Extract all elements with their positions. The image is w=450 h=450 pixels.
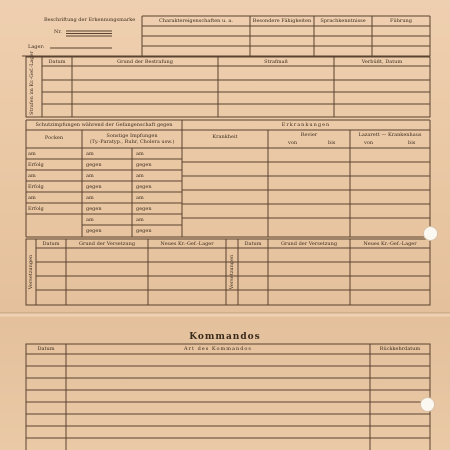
tag-label: Beschriftung der Erkennungsmarke — [44, 17, 136, 23]
vacc-col-other: Sonstige Impfungen — [106, 133, 158, 139]
vacc-row-b: gegen — [136, 184, 152, 190]
paper-fold — [0, 312, 450, 317]
vacc-row-label: Erfolg — [28, 162, 44, 168]
ill-lazarett-von: von — [364, 140, 374, 146]
punish-col-served: Verbüßt, Datum — [361, 59, 403, 65]
vacc-col-pocken: Pocken — [44, 135, 64, 141]
transfers-side-label-left: Versetzungen — [28, 254, 34, 290]
vacc-row-b: am — [136, 217, 144, 223]
transfers-side-label-right: Versetzungen — [229, 254, 235, 290]
vacc-row-label: am — [28, 151, 36, 157]
vacc-row-label: Erfolg — [28, 184, 44, 190]
col-abilities: Besondere Fähigkeiten — [252, 18, 312, 24]
commandos-title: Kommandos — [189, 332, 261, 342]
trans-col-reason-2: Grund der Versetzung — [280, 241, 338, 247]
vacc-row-label: am — [28, 173, 36, 179]
vacc-row-b: gegen — [136, 206, 152, 212]
trans-col-date: Datum — [42, 241, 60, 247]
cmd-col-type: Art des Kommandos — [184, 346, 252, 352]
ill-title: Erkrankungen — [281, 122, 331, 128]
vacc-row-a: gegen — [86, 206, 102, 212]
ill-lazarett-bis: bis — [408, 140, 416, 146]
ill-col-illness: Krankheit — [212, 134, 238, 140]
punish-col-reason: Grund der Bestrafung — [117, 59, 173, 65]
ill-col-revier: Revier — [300, 132, 318, 138]
trans-col-new-camp-2: Neues Kr.-Gef.-Lager — [363, 241, 417, 247]
col-languages: Sprachkenntnisse — [320, 18, 366, 24]
cmd-col-date: Datum — [37, 346, 55, 352]
vacc-row-b: gegen — [136, 228, 152, 234]
vacc-col-other-sub: (Ty.-Paratyp., Ruhr, Cholera usw.) — [89, 139, 175, 145]
nr-label: Nr. — [54, 29, 62, 35]
vacc-row-label: Erfolg — [28, 206, 44, 212]
vacc-row-b: gegen — [136, 162, 152, 168]
vacc-row-a: gegen — [86, 184, 102, 190]
vacc-row-a: am — [86, 195, 94, 201]
punish-col-date: Datum — [48, 59, 66, 65]
vacc-row-b: am — [136, 151, 144, 157]
vacc-row-a: am — [86, 217, 94, 223]
trans-col-reason: Grund der Versetzung — [78, 241, 136, 247]
punch-hole-bottom — [420, 397, 435, 412]
col-conduct: Führung — [390, 18, 412, 24]
trans-col-date-2: Datum — [244, 241, 262, 247]
punish-col-penalty: Strafmaß — [264, 59, 288, 65]
punishments-side-label: Strafen im Kr.-Gef.-Lager — [29, 51, 35, 115]
vacc-row-a: am — [86, 151, 94, 157]
lager-label: Lager: — [28, 44, 45, 50]
vacc-row-b: am — [136, 195, 144, 201]
ill-revier-von: von — [288, 140, 298, 146]
ill-col-lazarett: Lazarett — Krankenhaus — [358, 132, 422, 138]
vacc-row-a: gegen — [86, 162, 102, 168]
vacc-row-a: am — [86, 173, 94, 179]
ill-revier-bis: bis — [328, 140, 336, 146]
vacc-row-b: am — [136, 173, 144, 179]
punch-hole-top — [423, 226, 438, 241]
trans-col-new-camp: Neues Kr.-Gef.-Lager — [160, 241, 214, 247]
vacc-row-label: am — [28, 195, 36, 201]
col-character: Charaktereigenschaften u. a. — [159, 18, 233, 24]
cmd-col-return: Rückkehrdatum — [379, 346, 421, 352]
vacc-row-a: gegen — [86, 228, 102, 234]
vacc-title: Schutzimpfungen während der Gefangenschaft gegen — [35, 122, 173, 128]
